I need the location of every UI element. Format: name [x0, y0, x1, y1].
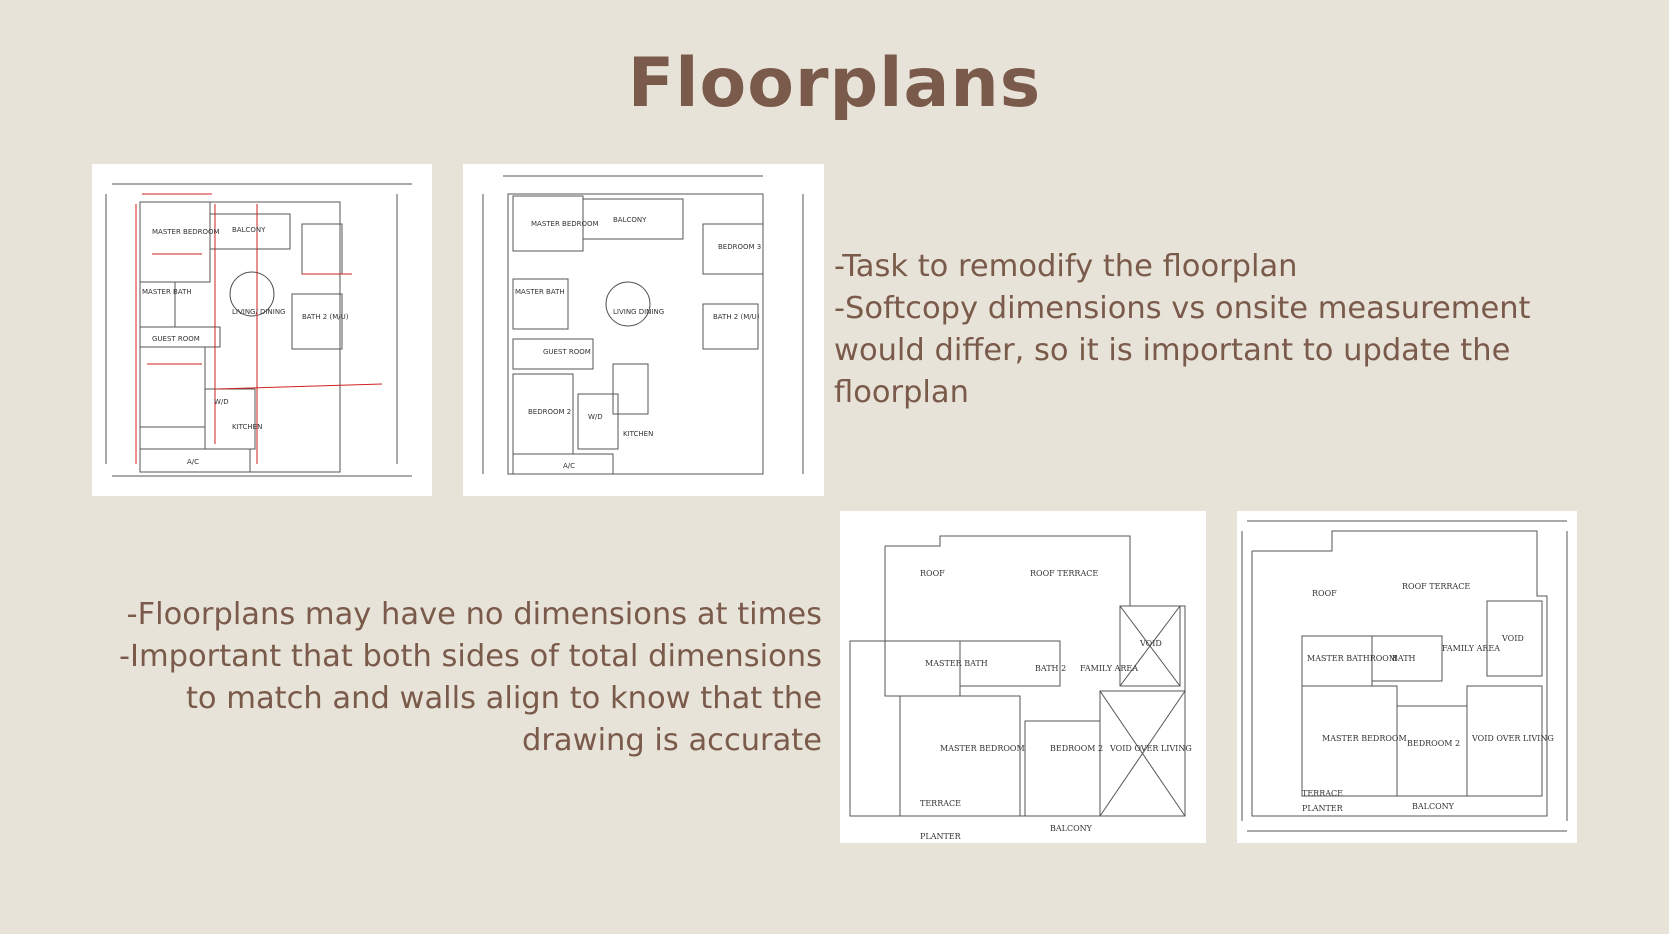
- room-label: VOID OVER LIVING: [1472, 734, 1554, 743]
- room-label: A/C: [563, 462, 576, 470]
- room-label: ROOF: [1312, 589, 1337, 598]
- room-label: VOID OVER LIVING: [1110, 744, 1192, 753]
- description-text-bottom: [60, 594, 822, 762]
- room-label: MASTER BATHROOM: [1307, 654, 1398, 663]
- room-label: LIVING/ DINING: [232, 308, 286, 316]
- room-label: LIVING DINING: [613, 308, 665, 316]
- room-label: FAMILY AREA: [1080, 664, 1139, 673]
- room-label: VOID: [1502, 634, 1524, 643]
- floorplan-drawing-2: [463, 164, 824, 496]
- room-label: BEDROOM 2: [528, 408, 572, 416]
- text-line: -Floorplans may have no dimensions at times: [126, 597, 822, 632]
- room-label: W/D: [214, 398, 229, 406]
- room-label: BEDROOM 2: [1407, 739, 1461, 748]
- room-label: MASTER BATH: [142, 288, 192, 296]
- text-line: floorplan: [834, 375, 969, 410]
- room-label: BALCONY: [613, 216, 647, 224]
- room-label: KITCHEN: [623, 430, 654, 438]
- annotated-floorplan-image: [92, 164, 432, 496]
- undimensioned-floorplan-image: [840, 511, 1206, 843]
- room-label: MASTER BEDROOM: [531, 220, 599, 228]
- room-label: TERRACE: [1302, 789, 1343, 798]
- room-label: BALCONY: [1412, 802, 1454, 811]
- room-label: KITCHEN: [232, 423, 263, 431]
- clean-floorplan-image: [463, 164, 824, 496]
- page-title: Floorplans: [627, 44, 1042, 123]
- room-label: BEDROOM 3: [718, 243, 762, 251]
- room-label: MASTER BEDROOM: [1322, 734, 1407, 743]
- redrawn-floorplan-image: [1237, 511, 1577, 843]
- room-label: GUEST ROOM: [543, 348, 591, 356]
- floorplan-drawing-3: [840, 511, 1206, 843]
- description-text-top: [834, 246, 1654, 414]
- text-line: -Softcopy dimensions vs onsite measurement: [834, 291, 1531, 326]
- text-line: would differ, so it is important to update the: [834, 333, 1511, 368]
- room-label: BEDROOM 2: [1050, 744, 1104, 753]
- room-label: MASTER BATH: [515, 288, 565, 296]
- room-label: GUEST ROOM: [152, 335, 200, 343]
- room-label: BALCONY: [1050, 824, 1092, 833]
- room-label: BATH: [1392, 654, 1416, 663]
- room-label: BATH 2 (M/U): [302, 313, 349, 321]
- floorplan-drawing-4: [1237, 511, 1577, 843]
- floorplan-drawing-1: [92, 164, 432, 496]
- room-label: FAMILY AREA: [1442, 644, 1501, 653]
- room-label: ROOF TERRACE: [1402, 582, 1471, 591]
- room-label: BALCONY: [232, 226, 266, 234]
- room-label: ROOF TERRACE: [1030, 569, 1099, 578]
- text-line: -Important that both sides of total dimensions: [118, 639, 822, 674]
- text-line: drawing is accurate: [522, 723, 822, 758]
- room-label: TERRACE: [920, 799, 961, 808]
- room-label: PLANTER: [920, 832, 961, 841]
- text-line: to match and walls align to know that the: [185, 681, 822, 716]
- room-label: PLANTER: [1302, 804, 1343, 813]
- room-label: BATH 2: [1035, 664, 1067, 673]
- room-label: W/D: [588, 413, 603, 421]
- room-label: VOID: [1140, 639, 1162, 648]
- room-label: MASTER BATH: [925, 659, 988, 668]
- room-label: ROOF: [920, 569, 945, 578]
- room-label: MASTER BEDROOM: [940, 744, 1025, 753]
- room-label: A/C: [187, 458, 200, 466]
- room-label: BATH 2 (M/U): [713, 313, 760, 321]
- room-label: MASTER BEDROOM: [152, 228, 220, 236]
- text-line: -Task to remodify the floorplan: [834, 249, 1298, 284]
